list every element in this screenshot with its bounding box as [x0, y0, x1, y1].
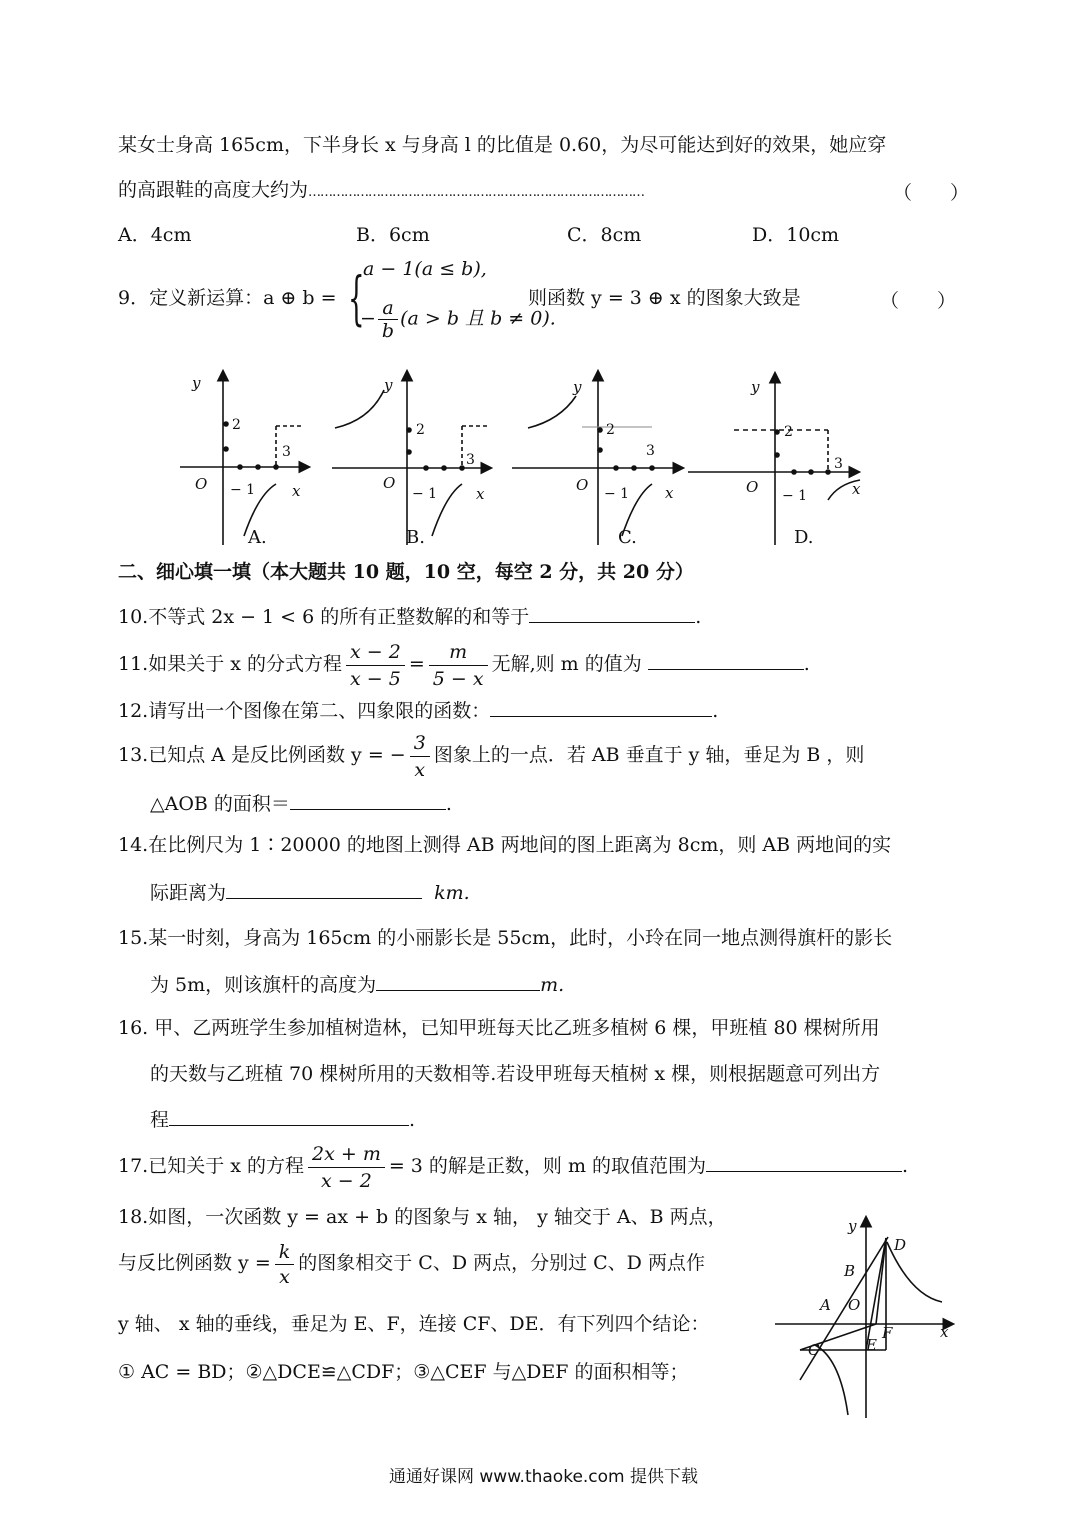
q11-f2-den: 5 − x: [432, 667, 484, 690]
q9-b-o: O: [383, 474, 396, 492]
q13-num: 3: [410, 730, 430, 757]
q14-blank[interactable]: [226, 880, 422, 899]
q18-fig-f: F: [882, 1324, 893, 1342]
q13-blank[interactable]: [290, 791, 446, 810]
q9-d-t2: 2: [784, 424, 793, 440]
q11-eq: =: [408, 653, 425, 675]
q18-fig-d: D: [894, 1236, 907, 1254]
q11-f1-den: x − 5: [350, 667, 401, 690]
q9-case2: [360, 297, 556, 342]
q9-d-o: O: [746, 478, 759, 496]
q15-label: 为 5m，则该旗杆的高度为: [150, 974, 377, 996]
q9-a-tm1: − 1: [230, 482, 256, 498]
section-2-heading: 二、细心填一填（本大题共 10 题，10 空，每空 2 分，共 20 分）: [118, 561, 694, 583]
q18-line1: 18.如图，一次函数 y = ax + b 的图象与 x 轴， y 轴交于 A、B 两点，: [118, 1206, 727, 1228]
q9-graph-c: [512, 372, 682, 545]
q10-text: 10.不等式 2x − 1 < 6 的所有正整数解的和等于: [118, 606, 530, 628]
q9-a-x: x: [292, 482, 301, 500]
q18-line4: ① AC = BD；②△DCE≌△CDF；③△CEF 与△DEF 的面积相等；: [118, 1361, 689, 1383]
q9-prefix: 9．定义新运算：a ⊕ b =: [118, 287, 337, 309]
q9-b-tm1: − 1: [412, 486, 438, 502]
q12-end: .: [712, 700, 719, 722]
q14-label: 际距离为: [150, 882, 227, 904]
q9-answer-paren: （ ）: [880, 290, 957, 312]
q18-line2: [118, 1236, 705, 1290]
q18-figure: [770, 1210, 970, 1430]
q14-unit: km.: [434, 882, 470, 904]
q9-graphs: [0, 360, 1087, 560]
q9-c-y: y: [573, 378, 582, 396]
q11-blank[interactable]: [648, 651, 804, 670]
q13-end: .: [445, 793, 452, 815]
q18-den: x: [279, 1265, 290, 1288]
q18-num: k: [275, 1240, 295, 1265]
q18-fig-e: E: [866, 1336, 877, 1354]
q11-pre: 11.如果关于 x 的分式方程: [118, 653, 343, 675]
q12-blank[interactable]: [490, 698, 712, 717]
q10-end: .: [695, 606, 702, 628]
q11-f2-num: m: [429, 639, 488, 666]
q9-d-t3: 3: [834, 456, 843, 472]
page-footer: 通通好课网 www.thaoke.com 提供下载: [388, 1467, 699, 1487]
q13-pre: 13.已知点 A 是反比例函数 y = −: [118, 744, 406, 766]
q18-fig-x: x: [940, 1323, 949, 1341]
q13-line1: [118, 727, 864, 783]
q18-post2: 的图象相交于 C、D 两点，分别过 C、D 两点作: [298, 1252, 705, 1274]
q9-c-t3: 3: [646, 443, 655, 459]
q18-fig-b: B: [844, 1262, 856, 1280]
q9-case2-tail: (a > b 且 b ≠ 0).: [400, 307, 556, 330]
q9-c-o: O: [576, 476, 589, 494]
q8-dots: …………………………………………………………………………: [308, 185, 645, 200]
q9-brace: {: [348, 264, 365, 332]
q14-line1: 14.在比例尺为 1∶20000 的地图上测得 AB 两地间的图上距离为 8cm，则 AB 两地间的实: [118, 834, 892, 856]
q10-blank[interactable]: [529, 604, 695, 623]
q18-fig-a: A: [820, 1296, 831, 1314]
q17-num: 2x + m: [308, 1141, 385, 1168]
q12: [118, 698, 718, 723]
q9-a-y: y: [192, 374, 201, 392]
q9-label-c: C.: [618, 527, 637, 548]
q18-fig-y: y: [848, 1217, 857, 1235]
q16-line3: [150, 1107, 415, 1132]
q9-b-y: y: [384, 376, 393, 394]
q9-c-x: x: [665, 484, 674, 502]
q8-option-d: D．10cm: [752, 224, 840, 246]
q17-post: = 3 的解是正数，则 m 的取值范围为: [388, 1155, 707, 1177]
q9-d-x: x: [852, 480, 861, 498]
q9-d-y: y: [751, 378, 760, 396]
q13-line2: [150, 791, 452, 816]
q17: [118, 1136, 908, 1196]
q8-answer-paren: （ ）: [893, 182, 970, 204]
q17-blank[interactable]: [706, 1153, 902, 1172]
q9-label-d: D.: [794, 527, 814, 548]
q8-stem: 的高跟鞋的高度大约为: [118, 179, 309, 201]
q9-label-b: B.: [406, 527, 425, 548]
q16-blank[interactable]: [169, 1107, 409, 1126]
q9-a-t3: 3: [282, 444, 291, 460]
q11-post: 无解,则 m 的值为: [491, 653, 642, 675]
q9-case2-num: a: [378, 297, 398, 320]
q16-line2: 的天数与乙班植 70 棵树所用的天数相等.若设甲班每天植树 x 棵，则根据题意可列出方: [150, 1063, 881, 1085]
q13-den: x: [414, 758, 426, 781]
q15-line2: [150, 972, 564, 997]
q17-pre: 17.已知关于 x 的方程: [118, 1155, 305, 1177]
q13-area-label: △AOB 的面积＝: [150, 793, 290, 815]
q13-post: 图象上的一点．若 AB 垂直于 y 轴，垂足为 B ，则: [433, 744, 865, 766]
q8-line2: [118, 178, 644, 205]
q9-d-tm1: − 1: [782, 488, 808, 504]
q9-case2-den: b: [381, 320, 395, 342]
q9-b-t2: 2: [416, 422, 425, 438]
q16-label: 程: [150, 1109, 170, 1131]
q9-label-a: A.: [248, 527, 267, 548]
q9-b-x: x: [476, 485, 485, 503]
q8-option-c: C．8cm: [567, 224, 642, 246]
q17-end: .: [902, 1155, 909, 1177]
q9-a-t2: 2: [232, 417, 241, 433]
q8-line1: 某女士身高 165cm，下半身长 x 与身高 l 的比值是 0.60，为尽可能达到好的效果，她应穿: [118, 134, 887, 156]
q18-pre2: 与反比例函数 y =: [118, 1252, 271, 1274]
q15-unit: m.: [540, 974, 565, 996]
q18-line3: y 轴、 x 轴的垂线，垂足为 E、F，连接 CF、DE．有下列四个结论：: [118, 1313, 710, 1335]
q8-option-a: A．4cm: [118, 224, 192, 246]
q17-den: x − 2: [321, 1169, 372, 1192]
q9-a-o: O: [195, 475, 208, 493]
q18-fig-c: C: [808, 1341, 820, 1359]
q9-case2-minus: −: [360, 307, 376, 330]
q9-b-t3: 3: [466, 452, 475, 468]
q11-f1-num: x − 2: [346, 639, 405, 666]
q11-end: .: [803, 653, 810, 675]
q8-option-b: B．6cm: [356, 224, 430, 246]
q11: [118, 636, 810, 692]
q16-line1: 16. 甲、乙两班学生参加植树造林，已知甲班每天比乙班多植树 6 棵，甲班植 80 棵树所用: [118, 1017, 880, 1039]
q9-c-tm1: − 1: [604, 486, 630, 502]
q9-c-t2: 2: [606, 422, 615, 438]
q10: [118, 604, 701, 629]
q9-case1: a − 1(a ≤ b),: [363, 258, 487, 280]
q16-end: .: [409, 1109, 416, 1131]
q14-line2: [150, 880, 470, 905]
q15-blank[interactable]: [376, 972, 540, 991]
q18-fig-o: O: [848, 1296, 861, 1314]
q9-suffix: 则函数 y = 3 ⊕ x 的图象大致是: [528, 287, 801, 309]
q12-text: 12.请写出一个图像在第二、四象限的函数：: [118, 700, 491, 722]
q15-line1: 15.某一时刻，身高为 165cm 的小丽影长是 55cm，此时，小玲在同一地点测得旗杆的影长: [118, 927, 893, 949]
